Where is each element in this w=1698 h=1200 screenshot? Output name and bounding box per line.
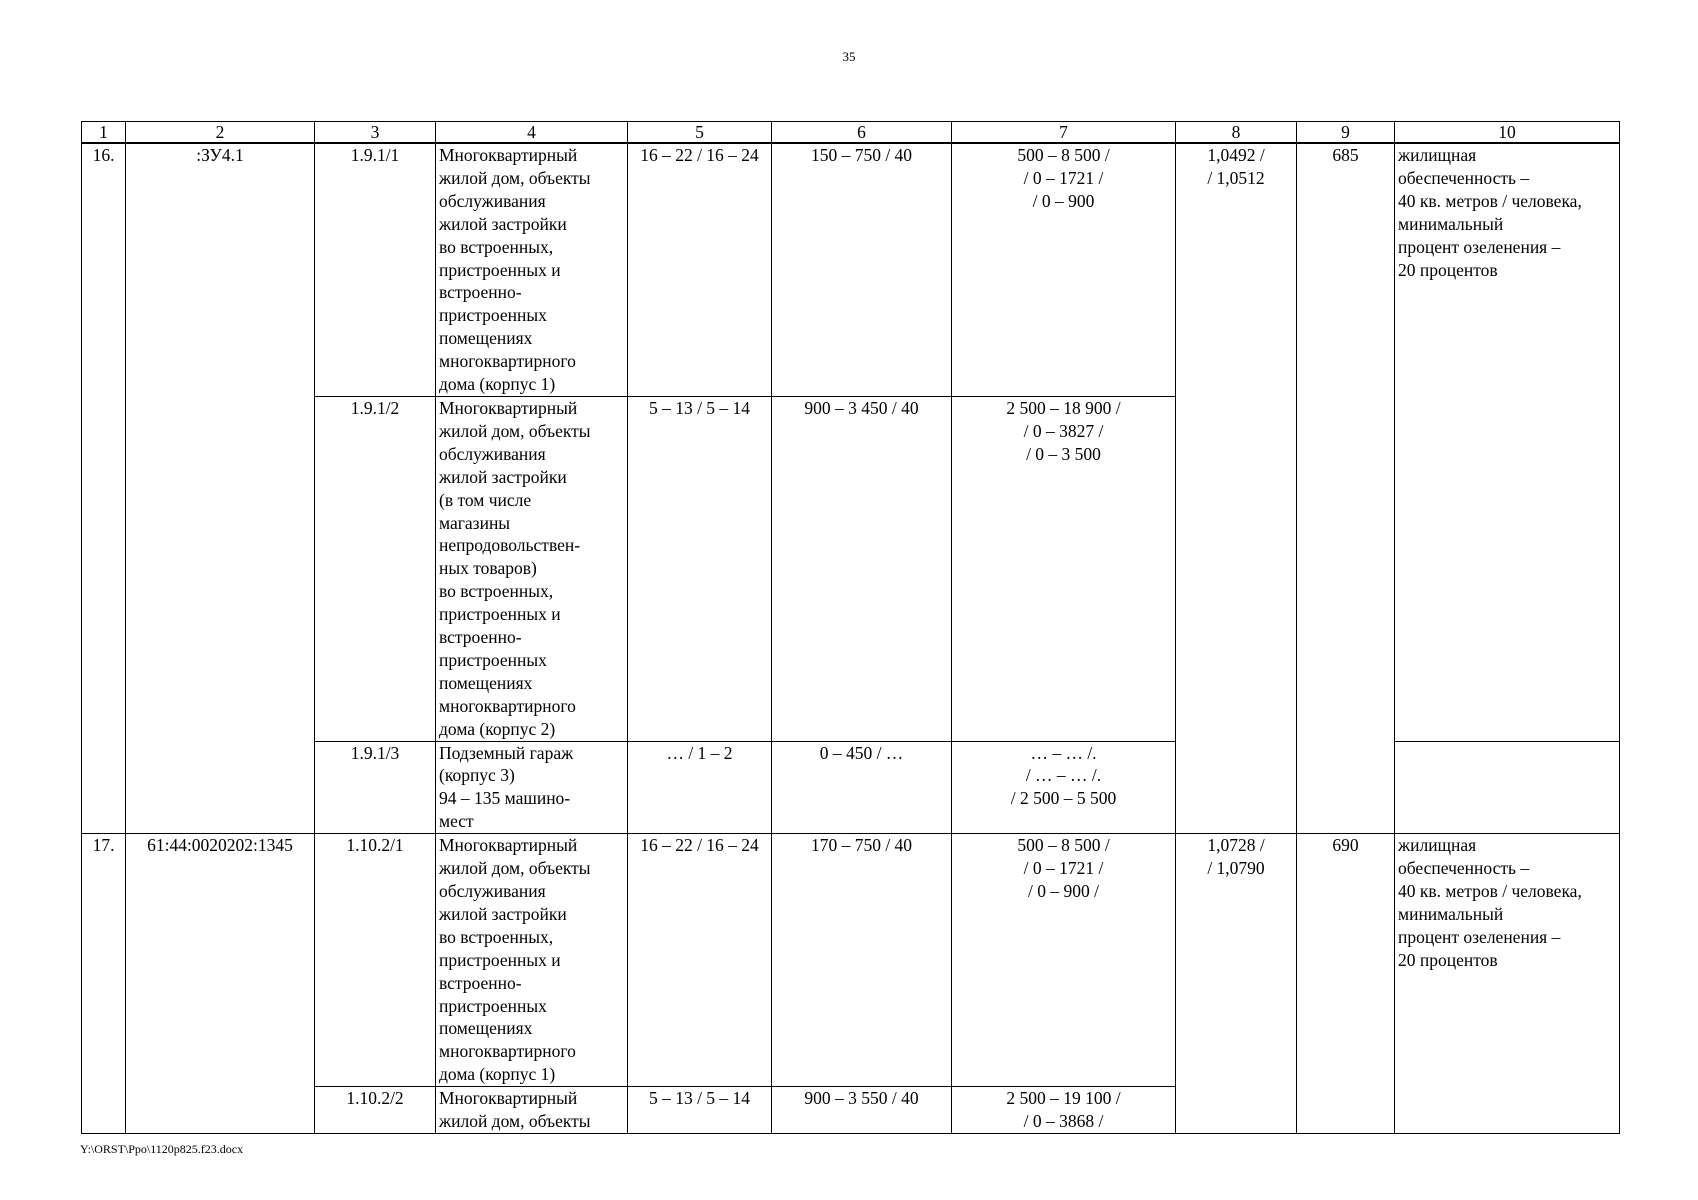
residents-cell: 685 [1297,143,1395,834]
total-area-cell: … – … /. / … – … /. / 2 500 – 5 500 [952,741,1176,834]
column-number-row [82,122,1620,144]
parcel-id: 61:44:0020202:1345 [126,834,315,1134]
column-header: 1 [82,122,126,144]
column-header: 2 [126,122,315,144]
object-code: 1.9.1/2 [315,396,436,741]
area-cell: 170 – 750 / 40 [772,834,952,1087]
object-code: 1.10.2/2 [315,1087,436,1134]
column-header: 10 [1395,122,1620,144]
total-area-cell: 500 – 8 500 / / 0 – 1721 / / 0 – 900 [952,143,1176,396]
total-area-cell: 500 – 8 500 / / 0 – 1721 / / 0 – 900 / [952,834,1176,1087]
parcel-id: :ЗУ4.1 [126,143,315,834]
column-header: 5 [628,122,772,144]
notes-cell: жилищная обеспеченность – 40 кв. метров / человека, минимальный процент озеленения – 20 процентов [1395,834,1620,1134]
object-description: Многоквартирный жилой дом, объекты обслуживания жилой застройки во встроенных, пристроенных и встроенно- пристроенных помещениях многоквартирного дома (корпус 1) [436,834,628,1087]
development-parameters-table [81,121,1620,1134]
column-header: 4 [436,122,628,144]
object-code: 1.9.1/3 [315,741,436,834]
notes-cell: жилищная обеспеченность – 40 кв. метров / человека, минимальный процент озеленения – 20 процентов [1395,143,1620,741]
area-cell: 150 – 750 / 40 [772,143,952,396]
table-row [82,834,1620,1087]
page-number: 35 [842,49,856,64]
table-row [82,143,1620,396]
column-header: 6 [772,122,952,144]
column-header: 3 [315,122,436,144]
floors-cell: 5 – 13 / 5 – 14 [628,396,772,741]
total-area-cell: 2 500 – 19 100 / / 0 – 3868 / [952,1087,1176,1134]
floors-cell: 5 – 13 / 5 – 14 [628,1087,772,1134]
footer-file-path: Y:\ORST\Ppo\1120p825.f23.docx [80,1142,244,1156]
notes-cell-empty [1395,741,1620,834]
column-header: 8 [1176,122,1297,144]
area-cell: 900 – 3 450 / 40 [772,396,952,741]
object-description: Многоквартирный жилой дом, объекты обслуживания жилой застройки во встроенных, пристроенных и встроенно- пристроенных помещениях многоквартирного дома (корпус 1) [436,143,628,396]
column-header: 9 [1297,122,1395,144]
area-cell: 0 – 450 / … [772,741,952,834]
object-description: Многоквартирный жилой дом, объекты обслуживания жилой застройки (в том числе магазины непродовольствен- ных товаров) во встроенных, пристроенных и встроенно- пристроенных помещениях многоквартирного дома (корпус 2) [436,396,628,741]
object-description: Подземный гараж (корпус 3) 94 – 135 машино- мест [436,741,628,834]
floors-cell: 16 – 22 / 16 – 24 [628,834,772,1087]
floors-cell: … / 1 – 2 [628,741,772,834]
total-area-cell: 2 500 – 18 900 / / 0 – 3827 / / 0 – 3 500 [952,396,1176,741]
residents-cell: 690 [1297,834,1395,1134]
coefficient-cell: 1,0492 / / 1,0512 [1176,143,1297,834]
coefficient-cell: 1,0728 / / 1,0790 [1176,834,1297,1134]
object-code: 1.10.2/1 [315,834,436,1087]
object-description: Многоквартирный жилой дом, объекты [436,1087,628,1134]
area-cell: 900 – 3 550 / 40 [772,1087,952,1134]
column-header: 7 [952,122,1176,144]
floors-cell: 16 – 22 / 16 – 24 [628,143,772,396]
object-code: 1.9.1/1 [315,143,436,396]
row-number: 17. [82,834,126,1134]
row-number: 16. [82,143,126,834]
